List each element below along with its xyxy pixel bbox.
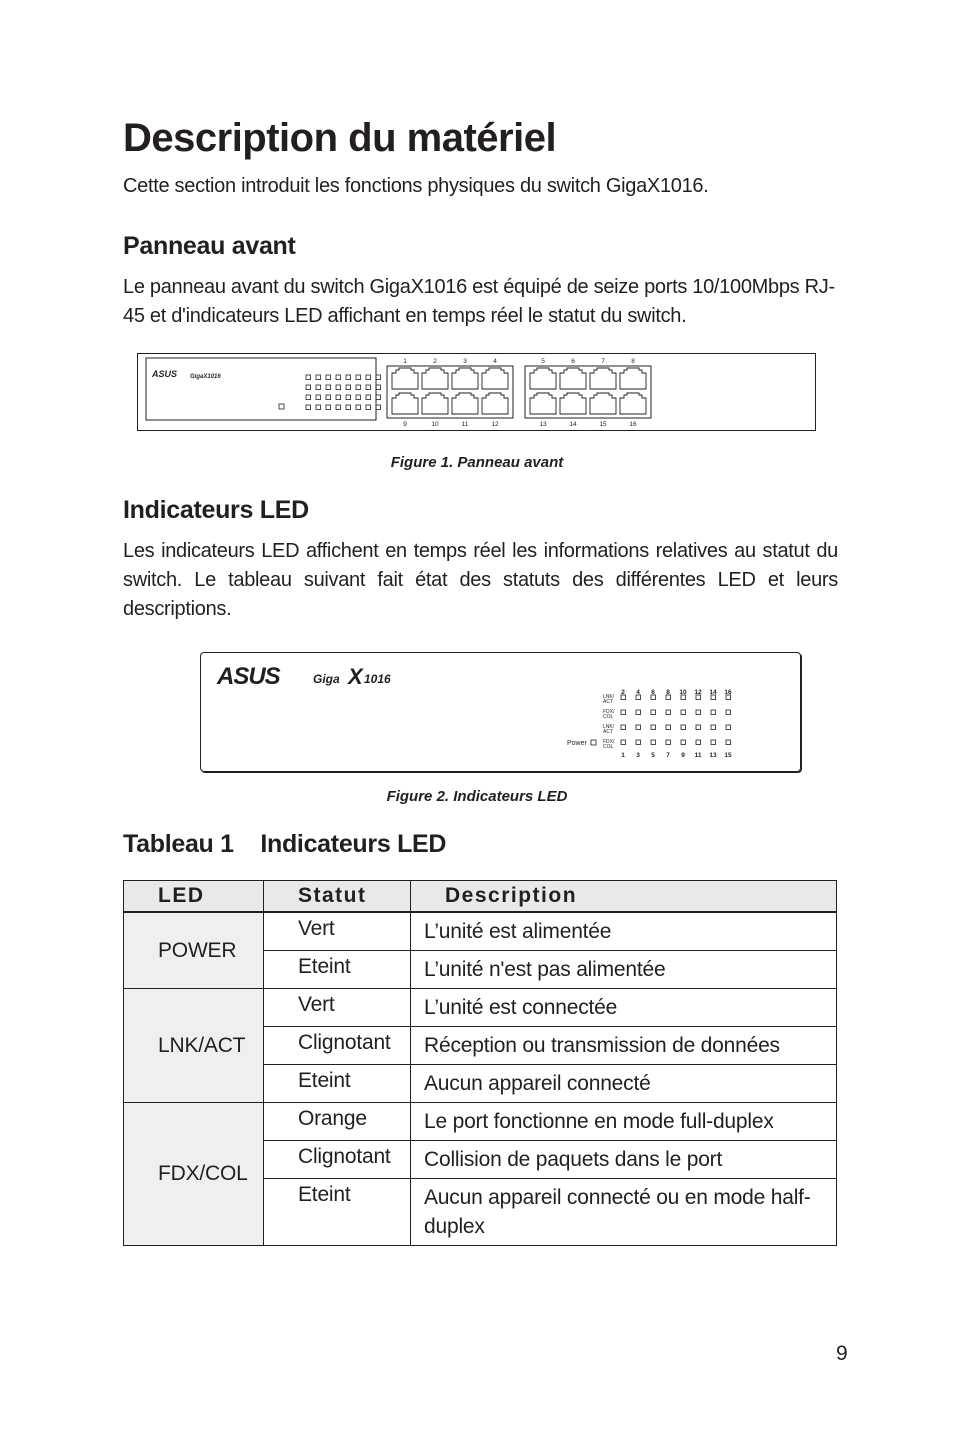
rj45-port xyxy=(590,368,616,389)
led-panel-power-label: Power xyxy=(567,740,587,747)
led-table-wrapper xyxy=(123,880,837,1246)
led-column-number: 11 xyxy=(694,752,702,759)
front-panel-led xyxy=(346,405,351,410)
rj45-port xyxy=(620,368,646,389)
led-row-label: FDX/ xyxy=(603,709,615,715)
port-number-label: 9 xyxy=(403,421,407,428)
led-column-number: 15 xyxy=(724,752,732,759)
led-panel-model-x: X xyxy=(348,664,363,689)
led-indicator xyxy=(621,740,626,745)
status-cell: Vert xyxy=(264,989,411,1027)
rj45-port xyxy=(452,393,478,414)
rj45-port xyxy=(452,368,478,389)
led-indicator xyxy=(726,725,731,730)
front-panel-led xyxy=(306,385,311,390)
header-status: Statut xyxy=(264,881,411,913)
front-panel-led xyxy=(356,395,361,400)
led-column-number: 8 xyxy=(666,689,670,696)
status-cell: Vert xyxy=(264,912,411,951)
led-indicator xyxy=(696,740,701,745)
rj45-port xyxy=(530,368,556,389)
front-panel-led xyxy=(356,405,361,410)
front-panel-led xyxy=(356,385,361,390)
led-cell-fdx-col: FDX/COL xyxy=(124,1103,264,1246)
front-panel-led xyxy=(366,375,371,380)
led-indicator xyxy=(621,725,626,730)
port-number-label: 10 xyxy=(431,421,439,428)
description-cell: Aucun appareil connecté ou en mode half-duplex xyxy=(411,1179,837,1246)
front-panel-led xyxy=(376,375,381,380)
status-cell: Orange xyxy=(264,1103,411,1141)
led-column-number: 3 xyxy=(636,752,640,759)
front-panel-led xyxy=(326,385,331,390)
led-indicator xyxy=(681,710,686,715)
table-row xyxy=(124,1103,837,1141)
led-column-number: 13 xyxy=(709,752,717,759)
front-panel-led xyxy=(336,395,341,400)
front-panel-led xyxy=(316,395,321,400)
led-panel-drawing xyxy=(201,653,799,770)
description-cell: L’unité est connectée xyxy=(411,989,837,1027)
front-panel-led xyxy=(336,405,341,410)
status-cell: Eteint xyxy=(264,1065,411,1103)
front-panel-led xyxy=(316,405,321,410)
led-indicator xyxy=(681,725,686,730)
led-indicator xyxy=(681,740,686,745)
led-column-number: 4 xyxy=(636,689,640,696)
led-indicator xyxy=(636,740,641,745)
front-panel-led xyxy=(306,375,311,380)
front-panel-led xyxy=(356,375,361,380)
led-indicator xyxy=(621,710,626,715)
led-text: Les indicateurs LED affichent en temps réel les informations relatives au statut du switch. Le tableau suivant fait état des statuts des différentes LED et leurs descriptions. xyxy=(123,540,838,620)
front-panel-logo: ASUS xyxy=(152,369,178,379)
rj45-port xyxy=(422,393,448,414)
port-number-label: 4 xyxy=(493,358,497,365)
rj45-port xyxy=(482,393,508,414)
led-panel-brand-logo: ASUS xyxy=(217,663,280,690)
rj45-port xyxy=(392,393,418,414)
status-cell: Eteint xyxy=(264,1179,411,1246)
port-number-label: 16 xyxy=(629,421,637,428)
led-panel-figure xyxy=(200,652,801,772)
front-panel-led xyxy=(376,405,381,410)
front-panel-led xyxy=(366,395,371,400)
status-cell: Eteint xyxy=(264,951,411,989)
led-column-number: 7 xyxy=(666,752,670,759)
front-panel-drawing xyxy=(138,354,814,429)
description-cell: Aucun appareil connecté xyxy=(411,1065,837,1103)
port-number-label: 2 xyxy=(433,358,437,365)
front-panel-figure xyxy=(137,353,816,431)
rj45-port xyxy=(590,393,616,414)
front-panel-led xyxy=(336,385,341,390)
led-indicator xyxy=(651,725,656,730)
led-row-label: FDX/ xyxy=(603,739,615,745)
port-block-frame xyxy=(525,366,651,418)
led-indicator xyxy=(711,740,716,745)
table-heading: Tableau 1 Indicateurs LED xyxy=(123,830,447,858)
port-block-frame xyxy=(387,366,513,418)
front-panel-led xyxy=(326,405,331,410)
figure-2-caption: Figure 2. Indicateurs LED xyxy=(386,788,568,805)
led-indicator xyxy=(651,740,656,745)
page-title: Description du matériel xyxy=(123,116,557,160)
led-indicator xyxy=(636,725,641,730)
led-indicator xyxy=(696,710,701,715)
front-panel-led xyxy=(326,375,331,380)
led-cell-power: POWER xyxy=(124,912,264,989)
front-panel-led xyxy=(366,405,371,410)
page-number: 9 xyxy=(836,1342,848,1365)
port-number-label: 7 xyxy=(601,358,605,365)
status-cell: Clignotant xyxy=(264,1141,411,1179)
led-column-number: 5 xyxy=(651,752,655,759)
rj45-port xyxy=(560,393,586,414)
figure-1-caption: Figure 1. Panneau avant xyxy=(390,454,564,471)
led-column-number: 6 xyxy=(651,689,655,696)
front-panel-led xyxy=(366,385,371,390)
front-panel-led xyxy=(306,395,311,400)
description-cell: Le port fonctionne en mode full-duplex xyxy=(411,1103,837,1141)
table-header-row xyxy=(124,881,837,913)
front-panel-model: GigaX1016 xyxy=(190,374,221,380)
front-panel-led-grid xyxy=(306,375,381,410)
front-panel-led xyxy=(346,375,351,380)
port-number-label: 8 xyxy=(631,358,635,365)
front-panel-bezel xyxy=(146,358,376,420)
led-column-number: 10 xyxy=(679,689,687,696)
port-number-label: 3 xyxy=(463,358,467,365)
led-row-label: COL xyxy=(603,714,614,720)
led-indicator xyxy=(726,740,731,745)
rj45-port xyxy=(560,368,586,389)
header-description: Description xyxy=(411,881,837,913)
intro-text: Cette section introduit les fonctions physiques du switch GigaX1016. xyxy=(123,175,709,197)
port-number-label: 6 xyxy=(571,358,575,365)
front-panel-port-block xyxy=(387,358,651,428)
led-indicator xyxy=(666,725,671,730)
port-number-label: 15 xyxy=(599,421,607,428)
led-indicator xyxy=(636,710,641,715)
header-led: LED xyxy=(124,881,264,913)
led-column-number: 1 xyxy=(621,752,625,759)
front-panel-led xyxy=(376,385,381,390)
led-indicator-matrix xyxy=(603,689,732,759)
front-panel-led xyxy=(316,385,321,390)
front-panel-led xyxy=(346,395,351,400)
front-panel-heading: Panneau avant xyxy=(123,232,296,260)
front-panel-power-led xyxy=(279,404,284,409)
led-row-label: ACT xyxy=(603,729,613,735)
table-row xyxy=(124,989,837,1027)
led-table xyxy=(123,880,837,1246)
front-panel-led xyxy=(376,395,381,400)
description-cell: Réception ou transmission de données xyxy=(411,1027,837,1065)
led-panel-model-number: 1016 xyxy=(364,672,391,686)
led-row-label: ACT xyxy=(603,699,613,705)
led-column-number: 2 xyxy=(621,689,625,696)
led-cell-lnk-act: LNK/ACT xyxy=(124,989,264,1103)
table-row xyxy=(124,912,837,951)
led-row-label: LNK/ xyxy=(603,724,615,730)
led-indicator xyxy=(666,740,671,745)
port-number-label: 14 xyxy=(569,421,577,428)
port-number-label: 5 xyxy=(541,358,545,365)
led-column-number: 14 xyxy=(709,689,717,696)
front-panel-led xyxy=(326,395,331,400)
port-number-label: 13 xyxy=(539,421,547,428)
led-heading: Indicateurs LED xyxy=(123,496,309,524)
front-panel-led xyxy=(316,375,321,380)
led-indicator xyxy=(711,725,716,730)
led-indicator xyxy=(696,725,701,730)
description-cell: L’unité n'est pas alimentée xyxy=(411,951,837,989)
led-column-number: 12 xyxy=(694,689,702,696)
led-panel-model-script: Giga xyxy=(313,672,340,686)
led-column-number: 16 xyxy=(724,689,732,696)
front-panel-led xyxy=(336,375,341,380)
status-cell: Clignotant xyxy=(264,1027,411,1065)
led-indicator xyxy=(726,710,731,715)
description-cell: Collision de paquets dans le port xyxy=(411,1141,837,1179)
rj45-port xyxy=(620,393,646,414)
rj45-port xyxy=(392,368,418,389)
front-panel-text: Le panneau avant du switch GigaX1016 est équipé de seize ports 10/100Mbps RJ-45 et d'indicateurs LED affichant en temps réel le statut du switch. xyxy=(123,276,835,327)
port-number-label: 11 xyxy=(461,421,469,428)
led-indicator xyxy=(666,710,671,715)
description-cell: L’unité est alimentée xyxy=(411,912,837,951)
port-number-label: 12 xyxy=(491,421,499,428)
port-number-label: 1 xyxy=(403,358,407,365)
rj45-port xyxy=(530,393,556,414)
front-panel-led xyxy=(346,385,351,390)
led-row-label: LNK/ xyxy=(603,694,615,700)
led-column-number: 9 xyxy=(681,752,685,759)
rj45-port xyxy=(482,368,508,389)
led-indicator xyxy=(651,710,656,715)
front-panel-led xyxy=(306,405,311,410)
rj45-port xyxy=(422,368,448,389)
led-row-label: COL xyxy=(603,744,614,750)
led-indicator xyxy=(711,710,716,715)
led-panel-power-led xyxy=(591,740,596,745)
